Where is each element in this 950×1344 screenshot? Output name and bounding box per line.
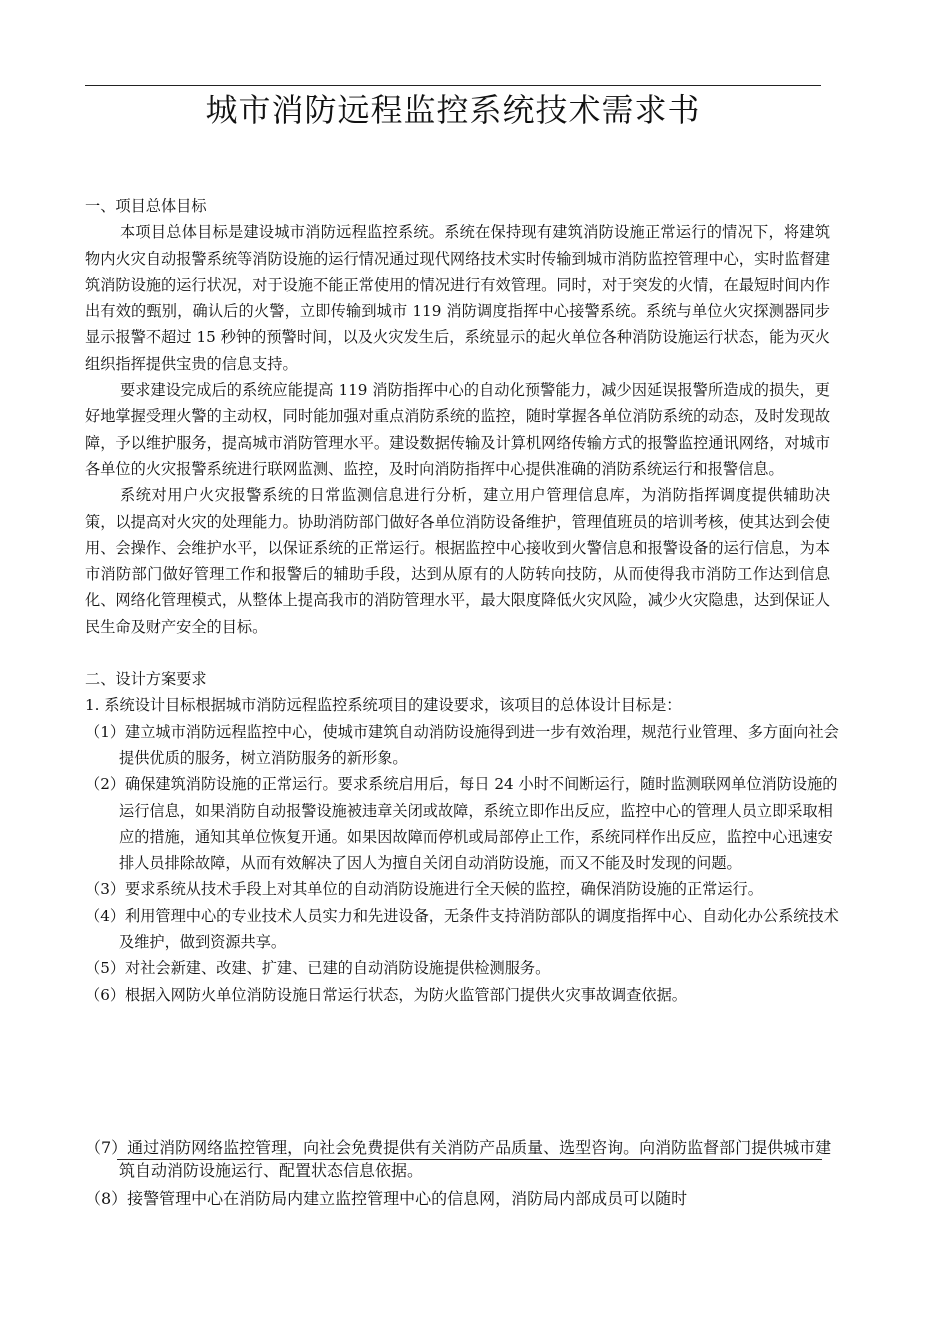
- top-rule: [85, 85, 821, 86]
- requirement-item-8: （8）接警管理中心在消防局内建立监控管理中心的信息网，消防局内部成员可以随时: [85, 1189, 688, 1208]
- requirement-item-4: （4）利用管理中心的专业技术人员实力和先进设备，无条件支持消防部队的调度指挥中心、自动化办公系统技术及维护，做到资源共享。: [85, 906, 839, 952]
- page-break-rule: [117, 1159, 822, 1160]
- requirement-item-2: （2）确保建筑消防设施的正常运行。要求系统启用后，每日 24 小时不间断运行，随时监测联网单位消防设施的运行信息，如果消防自动报警设施被违章关闭或故障，系统立即作出反应，监控中心的管理人员立即采取相应的措施，通知其单位恢复开通。如果因故障而停机或局部停止工作，系统同样作出反应，监控中心迅速安排人员排除故障，从而有效解决了因人为擅自关闭自动消防设施，而又不能及时发现的问题。: [85, 775, 838, 873]
- requirement-item-5: （5）对社会新建、改建、扩建、已建的自动消防设施提供检测服务。: [85, 959, 551, 978]
- requirement-item-7: （7）通过消防网络监控管理，向社会免费提供有关消防产品质量、选型咨询。向消防监督部门提供城市建筑自动消防设施运行、配置状态信息依据。: [85, 1138, 832, 1180]
- requirement-item-1: （1）建立城市消防远程监控中心，使城市建筑自动消防设施得到进一步有效治理，规范行业管理、多方面向社会提供优质的服务，树立消防服务的新形象。: [85, 722, 839, 767]
- section-2-heading: 二、设计方案要求: [85, 670, 207, 689]
- section-1-paragraph-1: 本项目总体目标是建设城市消防远程监控系统。系统在保持现有建筑消防设施正常运行的情况下，将建筑物内火灾自动报警系统等消防设施的运行情况通过现代网络技术实时传输到城市消防监控管理中心，实时监督建筑消防设施的运行状况，对于设施不能正常使用的情况进行有效管理。同时，对于突发的火情，在最短时间内作出有效的甄别，确认后的火警，立即传输到城市 119 消防调度指挥中心接警系统。系统与单位火灾探测器同步显示报警不超过 15 秒钟的预警时间，以及火灾发生后，系统显示的起火单位各种消防设施运行状态，能为灭火组织指挥提供宝贵的信息支持。: [85, 223, 830, 373]
- requirement-item-6: （6）根据入网防火单位消防设施日常运行状态，为防火监管部门提供火灾事故调查依据。: [85, 985, 687, 1004]
- numbered-point-1: 1. 系统设计目标根据城市消防远程监控系统项目的建设要求，该项目的总体设计目标是：: [85, 696, 682, 715]
- document-body: [85, 193, 839, 1008]
- section-1-heading: 一、项目总体目标: [85, 197, 207, 215]
- document-title: 城市消防远程监控系统技术需求书: [205, 91, 701, 129]
- section-1-paragraph-3: 系统对用户火灾报警系统的日常监测信息进行分析，建立用户管理信息库，为消防指挥调度提供辅助决策，以提高对火灾的处理能力。协助消防部门做好各单位消防设备维护，管理值班员的培训考核，使其达到会使用、会操作、会维护水平，以保证系统的正常运行。根据监控中心接收到火警信息和报警设备的运行信息，为本市消防部门做好管理工作和报警后的辅助手段，达到从原有的人防转向技防，从而使得我市消防工作达到信息化、网络化管理模式，从整体上提高我市的消防管理水平，最大限度降低火灾风险，减少火灾隐患，达到保证人民生命及财产安全的目标。: [85, 486, 830, 636]
- requirement-item-3: （3）要求系统从技术手段上对其单位的自动消防设施进行全天候的监控，确保消防设施的正常运行。: [85, 880, 763, 899]
- section-spacer: [85, 640, 830, 666]
- section-1-paragraph-2: 要求建设完成后的系统应能提高 119 消防指挥中心的自动化预警能力，减少因延误报警所造成的损失，更好地掌握受理火警的主动权，同时能加强对重点消防系统的监控，随时掌握各单位消防系统的动态，及时发现故障，予以维护服务，提高城市消防管理水平。建设数据传输及计算机网络传输方式的报警监控通讯网络，对城市各单位的火灾报警系统进行联网监测、监控，及时向消防指挥中心提供准确的消防系统运行和报警信息。: [85, 381, 830, 478]
